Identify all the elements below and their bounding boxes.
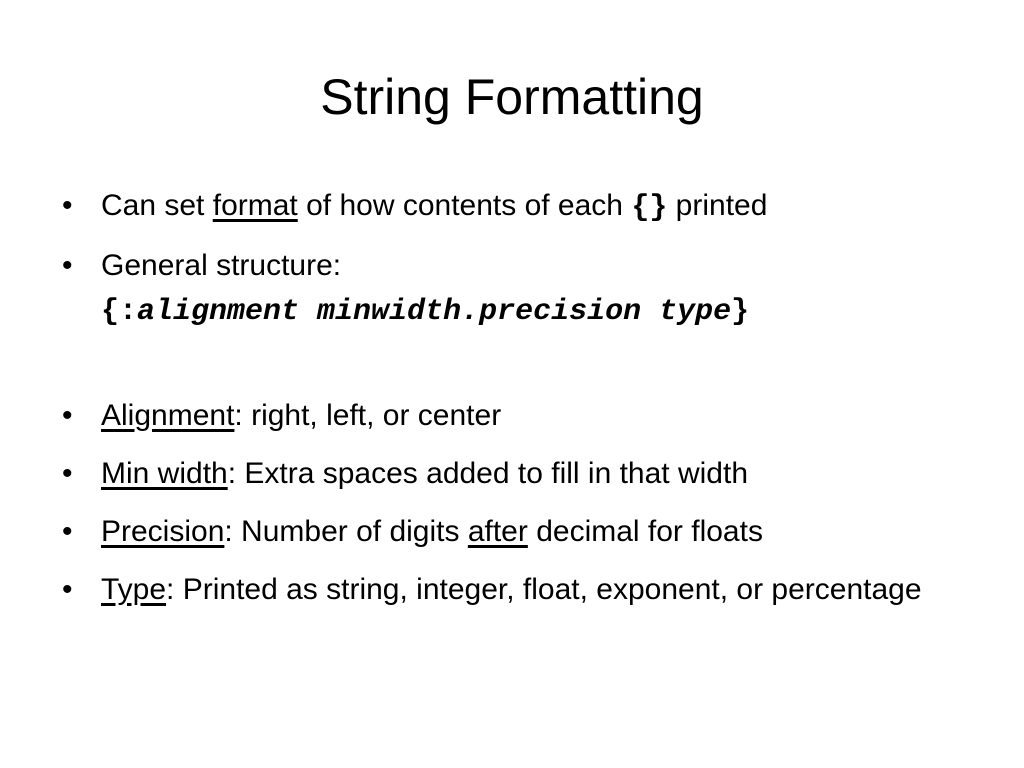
underlined-term: Min width [101,457,228,490]
bullet-dot: • [62,457,73,490]
bullet-text: : right, left, or center [234,399,502,432]
bullet-list [62,184,962,626]
slide-title: String Formatting [320,69,704,125]
bullet-text: : Number of digits [224,515,468,548]
underlined-term: Type [101,573,167,606]
bullet-text: General structure: [101,249,342,282]
structure-syntax [101,288,962,334]
bullet-item-format [62,184,962,230]
bullet-dot: • [62,189,73,222]
bullet-item-alignment [62,394,962,438]
bullet-item-min-width [62,452,962,496]
underlined-term: Precision [101,515,225,548]
bullet-item-type [62,568,962,612]
underlined-term: after [467,515,528,548]
bullet-dot: • [62,399,73,432]
bullet-text: printed [667,189,768,222]
code-snippet: {} [631,191,668,225]
code-open-brace: {: [101,295,138,329]
bullet-item-precision [62,510,962,554]
bullet-text: : Extra spaces added to fill in that width [227,457,749,490]
bullet-text: decimal for floats [527,515,763,548]
bullet-item-structure [62,244,962,334]
bullet-text: of how contents of each [297,189,632,222]
bullet-text: Can set [101,189,213,222]
bullet-dot: • [62,515,73,548]
code-close-brace: } [731,295,750,329]
underlined-term: Alignment [101,399,235,432]
underlined-term: format [212,189,298,222]
code-structure-body: alignment minwidth.precision type [137,295,732,329]
bullet-dot: • [62,573,73,606]
bullet-dot: • [62,249,73,282]
bullet-text: : Printed as string, integer, float, exponent, or percentage [166,573,922,606]
